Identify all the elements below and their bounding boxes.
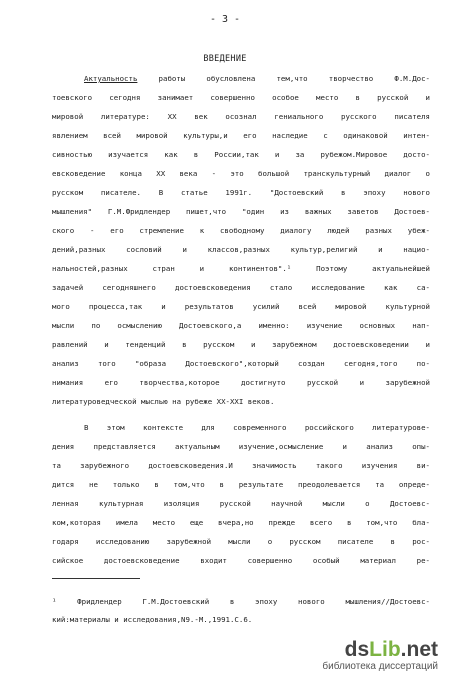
watermark-logo: dsLib.net — [344, 638, 438, 661]
paragraph-line: явлением всей мировой культуры,и его наследие с одинаковой интен- — [52, 131, 430, 140]
paragraph-line: анализ того "образа Достоевского",который создан сегодня,того по- — [52, 359, 430, 368]
footnote-line: ¹ Фридлендер Г.М.Достоевский в эпоху нового мышления//Достоевс- — [52, 597, 430, 606]
paragraph-line: та зарубежного достоевсковедения.И значимость такого изучения ви- — [52, 461, 430, 470]
paragraph-line: дений,разных сословий и классов,разных культур,религий и нацио- — [52, 245, 430, 254]
paragraph-line: евсковедение конца XX века - это большой транскультурный диалог о — [52, 169, 430, 178]
footnote-line: кий:материалы и исследования,N9.-М.,1991.С.6. — [52, 615, 253, 624]
paragraph-line: дения представляется актуальным изучение,осмысление и анализ опы- — [52, 442, 430, 451]
paragraph-line: сивностью изучается как в России,так и за рубежом.Мировое досто- — [52, 150, 430, 159]
paragraph-line: мысли по осмыслению Достоевского,а именно: изучение основных нап- — [52, 321, 430, 330]
paragraph-line: сийское достоевсковедение входит совершенно особый материал ре- — [52, 556, 430, 565]
page-number: - 3 - — [209, 14, 241, 25]
paragraph-line: мышления" Г.М.Фридлендер пишет,что "один из важных заветов Достоев- — [52, 207, 430, 216]
watermark-tagline: библиотека диссертаций — [322, 661, 438, 672]
paragraph-line: Актуальность работы обусловлена тем,что творчество Ф.М.Дос- — [84, 74, 430, 83]
watermark — [322, 639, 438, 672]
paragraph-line: мировой литературе: XX век осознал гениального русского писателя — [52, 112, 430, 121]
paragraph-line: равлений и тенденций в русском и зарубежном достоевсковедении и — [52, 340, 430, 349]
footnote-separator — [52, 578, 140, 579]
paragraph-line: ленная культурная изоляция русской научной мысли о Достоевс- — [52, 499, 430, 508]
paragraph-line: ком,которая имела место еще вчера,но прежде всего в том,что бла- — [52, 518, 430, 527]
paragraph-line: дится не только в том,что в результате преодолевается та опреде- — [52, 480, 430, 489]
paragraph-line: литературоведческой мыслью на рубеже XX-XXI веков. — [52, 397, 275, 406]
paragraph-line: В этом контексте для современного российского литературове- — [84, 423, 430, 432]
paragraph-line: нальностей,разных стран и континентов".¹ Поэтому актуальнейшей — [52, 264, 430, 273]
section-title: ВВЕДЕНИЕ — [203, 54, 247, 64]
paragraph-line: русском писателе. В статье 1991г. "Достоевский в эпоху нового — [52, 188, 430, 197]
paragraph-line: годаря исследованию зарубежной мысли о русском писателе в рос- — [52, 537, 430, 546]
paragraph-line: задачей сегодняшнего достоевсковедения стало исследование как са- — [52, 283, 430, 292]
paragraph-line: ского - его стремление к свободному диалогу людей разных убеж- — [52, 226, 430, 235]
paragraph-line: мого процесса,так и результатов усилий всей мировой культурной — [52, 302, 430, 311]
paragraph-line: нимания его творчества,которое достигнуто русской и зарубежной — [52, 378, 430, 387]
paragraph-line: тоевского сегодня занимает совершенно особое место в русской и — [52, 93, 430, 102]
underlined-term: Актуальность — [84, 74, 138, 83]
